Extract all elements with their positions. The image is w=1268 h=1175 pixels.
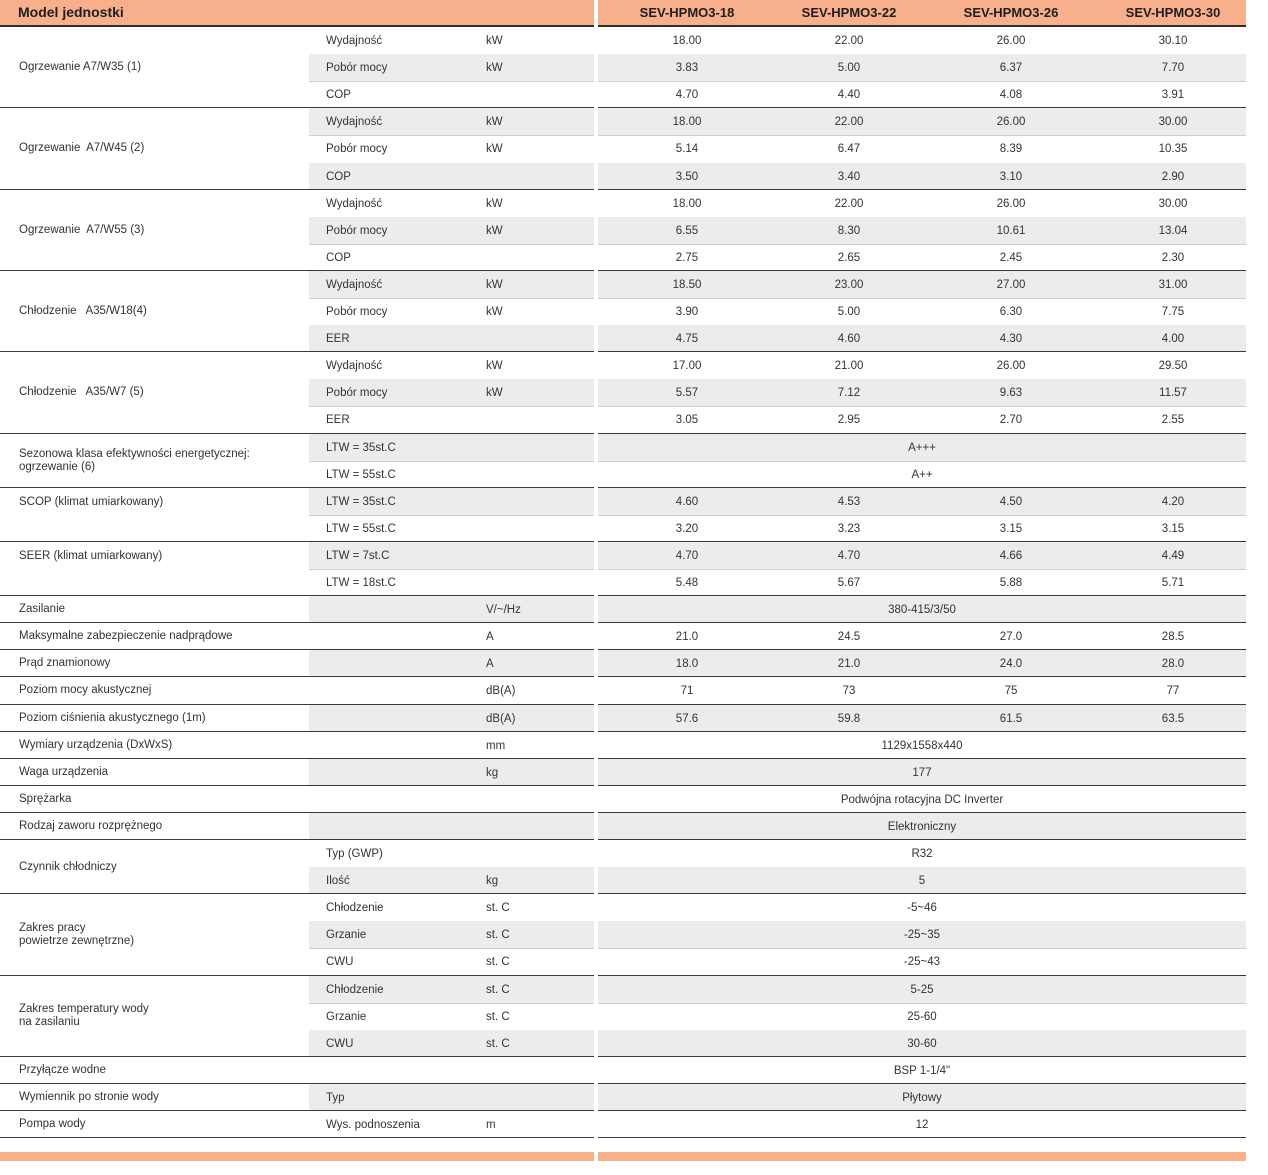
row-shade	[309, 867, 594, 894]
row-shade	[309, 1084, 594, 1111]
value-cell: 5.71	[1161, 577, 1185, 589]
unit-label: kW	[486, 278, 503, 291]
param-label: LTW = 55st.C	[326, 468, 396, 481]
value-cell: 4.60	[675, 495, 699, 508]
spanned-value: 177	[912, 766, 932, 779]
group-divider	[0, 893, 594, 894]
value-cell: 3.40	[837, 170, 861, 183]
value-cell: 4.70	[675, 89, 699, 102]
value-cell: 21.00	[834, 360, 864, 373]
param-label: COP	[326, 89, 351, 102]
value-cell: 5.48	[675, 577, 699, 589]
row-divider	[309, 298, 594, 299]
model-name: SEV-HPMO3-22	[801, 5, 897, 20]
header-title: Model jednostki	[18, 4, 124, 20]
unit-label: kg	[486, 875, 499, 888]
unit-label: kW	[486, 306, 503, 318]
value-cell: 6.37	[999, 62, 1023, 75]
spanned-value: 1129x1558x440	[881, 739, 963, 752]
value-cell: 71	[680, 685, 694, 698]
row-divider	[309, 569, 594, 570]
group-divider	[598, 785, 1246, 786]
param-label: LTW = 18st.C	[326, 577, 396, 589]
group-label: Chłodzenie A35/W7 (5)	[19, 386, 144, 399]
value-cell: 18.0	[675, 658, 699, 671]
group-label: Ogrzewanie A7/W35 (1)	[19, 61, 142, 74]
row-divider	[309, 515, 594, 516]
group-label: SCOP (klimat umiarkowany)	[19, 495, 164, 508]
group-label: Maksymalne zabezpieczenie nadprądowe	[19, 630, 233, 643]
param-label: Wydajność	[326, 360, 383, 373]
group-label: Wymiary urządzenia (DxWxS)	[19, 738, 173, 751]
row-divider	[598, 135, 1246, 136]
group-divider	[598, 1056, 1246, 1057]
unit-label: st. C	[486, 902, 510, 915]
spanned-value: Płytowy	[902, 1091, 942, 1104]
group-label: Czynnik chłodniczy	[19, 860, 117, 873]
row-divider	[598, 1003, 1246, 1004]
group-label: Ogrzewanie A7/W55 (3)	[19, 223, 145, 236]
value-cell: 29.50	[1158, 360, 1188, 373]
row-divider	[598, 461, 1246, 462]
group-divider	[0, 189, 594, 190]
group-divider	[598, 676, 1246, 677]
param-label: Pobór mocy	[326, 224, 388, 237]
unit-label: mm	[486, 739, 506, 752]
row-divider	[309, 244, 594, 245]
group-label: SEER (klimat umiarkowany)	[19, 549, 163, 562]
param-label: EER	[326, 333, 350, 346]
unit-label: dB(A)	[486, 685, 516, 698]
value-cell: 3.15	[999, 522, 1023, 535]
value-cell: 59.8	[837, 712, 861, 725]
value-cell: 13.04	[1158, 224, 1188, 237]
value-cell: 5.00	[837, 62, 861, 75]
header-bar-left	[0, 0, 594, 25]
unit-label: st. C	[486, 1037, 510, 1050]
group-label: Rodzaj zaworu rozprężnego	[19, 819, 163, 832]
group-divider	[598, 622, 1246, 623]
unit-label: kW	[486, 62, 503, 75]
group-label: Ogrzewanie A7/W45 (2)	[19, 142, 145, 155]
value-cell: 2.30	[1161, 251, 1185, 264]
value-cell: 18.50	[672, 278, 702, 291]
value-cell: 2.45	[999, 251, 1023, 264]
value-cell: 30.10	[1158, 35, 1188, 47]
value-cell: 10.35	[1158, 143, 1188, 156]
group-label: Wymiennik po stronie wody	[19, 1090, 159, 1103]
value-cell: 6.47	[837, 143, 861, 156]
group-divider	[598, 1110, 1246, 1111]
footer-bar-right	[598, 1152, 1246, 1161]
unit-label: st. C	[486, 956, 510, 969]
value-cell: 4.30	[999, 333, 1023, 346]
group-label: Prąd znamionowy	[19, 657, 111, 670]
param-label: LTW = 7st.C	[326, 549, 390, 562]
value-cell: 3.91	[1161, 89, 1185, 102]
group-divider	[598, 1137, 1246, 1138]
unit-label: kW	[486, 116, 503, 129]
param-label: Pobór mocy	[326, 143, 388, 156]
unit-label: V/~/Hz	[486, 604, 521, 617]
group-label: Sezonowa klasa efektywności energetycznej: ogrzewanie (6)	[19, 447, 250, 473]
group-label: Poziom ciśnienia akustycznego (1m)	[19, 711, 206, 724]
row-divider	[598, 515, 1246, 516]
row-shade	[309, 596, 594, 623]
group-divider	[0, 731, 594, 732]
value-cell: 8.39	[999, 143, 1023, 156]
param-label: Typ (GWP)	[326, 848, 383, 860]
group-divider	[598, 893, 1246, 894]
header-bar-right	[598, 0, 1246, 25]
unit-label: st. C	[486, 983, 510, 996]
value-cell: 21.0	[675, 631, 699, 644]
value-cell: 4.08	[999, 89, 1023, 102]
value-cell: 5.57	[675, 387, 699, 400]
row-shade	[309, 759, 594, 786]
value-cell: 2.65	[837, 251, 861, 264]
value-cell: 7.75	[1161, 306, 1185, 318]
value-cell: 11.57	[1159, 387, 1187, 400]
row-shade	[309, 163, 594, 190]
value-cell: 27.00	[996, 278, 1026, 291]
row-divider	[309, 1003, 594, 1004]
group-divider	[0, 1056, 594, 1057]
value-cell: 77	[1166, 685, 1180, 698]
param-label: LTW = 55st.C	[326, 522, 396, 535]
param-label: Wydajność	[326, 197, 383, 210]
value-cell: 2.55	[1161, 414, 1185, 427]
value-cell: 24.5	[837, 631, 861, 644]
value-cell: 73	[842, 685, 856, 698]
unit-label: st. C	[486, 929, 510, 942]
param-label: EER	[326, 414, 350, 427]
group-divider	[0, 839, 594, 840]
row-divider	[309, 948, 594, 949]
spanned-value: 25-60	[907, 1010, 937, 1023]
row-divider	[598, 244, 1246, 245]
param-label: Wys. podnoszenia	[326, 1119, 420, 1131]
unit-label: kW	[486, 35, 503, 47]
row-shade	[309, 325, 594, 352]
value-cell: 3.10	[999, 170, 1023, 183]
param-label: CWU	[326, 956, 354, 969]
header-rule	[0, 25, 594, 27]
value-cell: 3.20	[675, 522, 699, 535]
value-cell: 21.0	[837, 658, 861, 671]
value-cell: 4.53	[837, 495, 861, 508]
row-divider	[598, 406, 1246, 407]
spanned-value: 12	[915, 1119, 929, 1131]
value-cell: 3.05	[675, 414, 699, 427]
value-cell: 5.00	[837, 306, 861, 318]
param-label: Grzanie	[326, 1010, 367, 1023]
value-cell: 26.00	[996, 360, 1026, 373]
value-cell: 24.0	[999, 658, 1023, 671]
value-cell: 23.00	[834, 278, 864, 291]
spanned-value: 380-415/3/50	[888, 604, 956, 617]
value-cell: 4.49	[1161, 549, 1185, 562]
unit-label: kW	[486, 224, 503, 237]
value-cell: 4.00	[1161, 333, 1185, 346]
value-cell: 9.63	[999, 387, 1023, 400]
value-cell: 26.00	[996, 116, 1026, 129]
param-label: Pobór mocy	[326, 387, 388, 400]
param-label: CWU	[326, 1037, 354, 1050]
value-cell: 2.90	[1161, 170, 1185, 183]
spanned-value: 30-60	[907, 1037, 937, 1050]
group-divider	[0, 785, 594, 786]
group-label: Pompa wody	[19, 1118, 86, 1131]
unit-label: dB(A)	[486, 712, 516, 725]
value-cell: 18.00	[672, 35, 702, 47]
value-cell: 5.67	[837, 577, 861, 589]
value-cell: 28.0	[1161, 658, 1185, 671]
value-cell: 4.70	[837, 549, 861, 562]
unit-label: kW	[486, 387, 503, 400]
spanned-value: -25~43	[903, 956, 941, 969]
value-cell: 4.70	[675, 549, 699, 562]
value-cell: 17.00	[672, 360, 702, 373]
value-cell: 18.00	[672, 116, 702, 129]
value-cell: 75	[1004, 685, 1018, 698]
spanned-value: BSP 1-1/4"	[893, 1064, 951, 1077]
value-cell: 30.00	[1158, 197, 1188, 210]
value-cell: 22.00	[834, 35, 864, 47]
value-cell: 6.55	[675, 224, 699, 237]
value-cell: 27.0	[999, 631, 1023, 644]
group-label: Sprężarka	[19, 792, 72, 805]
value-cell: 3.50	[675, 170, 699, 183]
model-name: SEV-HPMO3-18	[639, 5, 735, 20]
value-cell: 18.00	[672, 197, 702, 210]
param-label: COP	[326, 251, 351, 264]
param-label: LTW = 35st.C	[326, 441, 396, 454]
group-divider	[598, 839, 1246, 840]
group-label: Poziom mocy akustycznej	[19, 684, 152, 697]
group-label: Przyłącze wodne	[19, 1063, 106, 1076]
value-cell: 3.90	[675, 306, 699, 318]
row-divider	[598, 81, 1246, 82]
param-label: Typ	[326, 1091, 345, 1104]
value-cell: 2.95	[837, 414, 861, 427]
row-divider	[598, 948, 1246, 949]
group-label: Zakres pracy powietrze zewnętrzne)	[19, 921, 135, 947]
value-cell: 30.00	[1158, 116, 1188, 129]
value-cell: 4.20	[1161, 495, 1185, 508]
spanned-value: R32	[911, 848, 933, 860]
param-label: Wydajność	[326, 116, 383, 129]
value-cell: 8.30	[837, 224, 861, 237]
group-divider	[0, 1137, 594, 1138]
value-cell: 5.88	[999, 577, 1023, 589]
value-cell: 26.00	[996, 197, 1026, 210]
unit-label: A	[486, 631, 494, 644]
unit-label: kg	[486, 766, 499, 779]
param-label: Pobór mocy	[326, 62, 388, 75]
spanned-value: Elektroniczny	[887, 820, 957, 833]
value-cell: 6.30	[999, 306, 1023, 318]
value-cell: 2.70	[999, 414, 1023, 427]
group-divider	[598, 189, 1246, 190]
value-cell: 4.40	[837, 89, 861, 102]
unit-label: st. C	[486, 1010, 510, 1023]
spanned-value: Podwójna rotacyjna DC Inverter	[840, 793, 1004, 806]
param-label: Pobór mocy	[326, 306, 388, 318]
value-cell: 4.60	[837, 333, 861, 346]
param-label: Ilość	[326, 875, 350, 888]
spanned-value: -25~35	[903, 929, 941, 942]
group-divider	[598, 351, 1246, 352]
row-shade	[309, 650, 594, 677]
group-label: Zakres temperatury wody na zasilaniu	[19, 1003, 149, 1029]
group-divider	[0, 622, 594, 623]
value-cell: 22.00	[834, 197, 864, 210]
unit-label: m	[486, 1119, 496, 1131]
value-cell: 31.00	[1158, 278, 1188, 291]
header-rule	[598, 25, 1246, 27]
unit-label: kW	[486, 143, 503, 156]
value-cell: 7.70	[1161, 62, 1185, 75]
unit-label: kW	[486, 197, 503, 210]
value-cell: 7.12	[837, 387, 861, 400]
group-divider	[0, 676, 594, 677]
unit-label: kW	[486, 360, 503, 373]
row-divider	[309, 81, 594, 82]
spanned-value: -5~46	[907, 902, 937, 915]
value-cell: 2.75	[675, 251, 699, 264]
value-cell: 10.61	[996, 224, 1026, 237]
group-divider	[0, 1110, 594, 1111]
row-divider	[309, 406, 594, 407]
param-label: LTW = 35st.C	[326, 495, 396, 508]
row-divider	[309, 135, 594, 136]
value-cell: 57.6	[675, 712, 699, 725]
model-name: SEV-HPMO3-26	[963, 5, 1059, 20]
param-label: Grzanie	[326, 929, 367, 942]
group-label: Waga urządzenia	[19, 765, 109, 778]
row-divider	[309, 461, 594, 462]
value-cell: 5.14	[675, 143, 699, 156]
unit-label: A	[486, 658, 494, 671]
spanned-value: 5-25	[910, 983, 934, 996]
value-cell: 28.5	[1161, 631, 1185, 644]
group-divider	[0, 351, 594, 352]
param-label: Wydajność	[326, 278, 383, 291]
value-cell: 4.66	[999, 549, 1023, 562]
value-cell: 61.5	[999, 712, 1023, 725]
footer-bar-left	[0, 1152, 594, 1161]
param-label: Chłodzenie	[326, 983, 384, 996]
spanned-value: 5	[918, 875, 926, 888]
value-cell: 63.5	[1161, 712, 1185, 725]
value-cell: 22.00	[834, 116, 864, 129]
spanned-value: A++	[911, 468, 933, 481]
spanned-value: A+++	[908, 441, 936, 454]
param-label: Chłodzenie	[326, 902, 384, 915]
row-divider	[598, 298, 1246, 299]
group-label: Zasilanie	[19, 603, 66, 616]
value-cell: 3.23	[837, 522, 861, 535]
group-label: Chłodzenie A35/W18(4)	[19, 305, 147, 318]
row-shade	[309, 705, 594, 732]
value-cell: 4.75	[675, 333, 699, 346]
value-cell: 3.15	[1161, 522, 1185, 535]
row-divider	[598, 569, 1246, 570]
value-cell: 26.00	[996, 35, 1026, 47]
value-cell: 3.83	[675, 62, 699, 75]
value-cell: 4.50	[999, 495, 1023, 508]
row-shade	[309, 813, 594, 840]
param-label: COP	[326, 170, 351, 183]
group-divider	[598, 731, 1246, 732]
model-name: SEV-HPMO3-30	[1125, 5, 1221, 20]
param-label: Wydajność	[326, 35, 383, 47]
